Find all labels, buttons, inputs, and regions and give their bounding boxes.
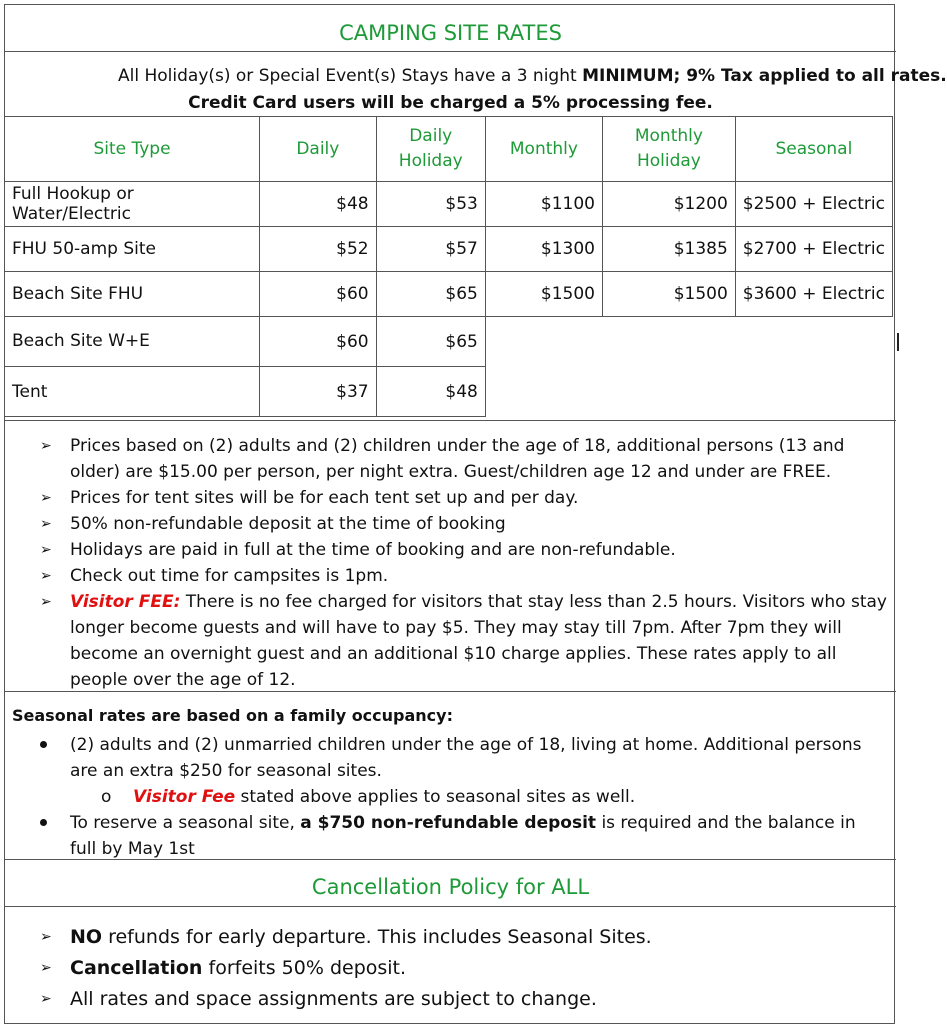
bullet-text-part: To reserve a seasonal site,	[70, 813, 301, 833]
site-type-cell: Full Hookup or Water/Electric	[5, 182, 260, 227]
seasonal-cell: $2500 + Electric	[735, 182, 892, 227]
list-item	[5, 563, 890, 589]
visitor-fee-label: Visitor FEE:	[70, 592, 181, 612]
sub-text: stated above applies to seasonal sites as well.	[235, 787, 636, 807]
monthly-cell: $1100	[485, 182, 602, 227]
list-item	[5, 922, 652, 953]
header-monthly: Monthly	[485, 117, 602, 182]
divider	[5, 420, 896, 421]
circle-bullet-icon: o	[101, 787, 112, 807]
list-item	[5, 485, 890, 511]
note-text: Check out time for campsites is 1pm.	[70, 566, 389, 586]
divider	[5, 691, 896, 692]
arrow-bullet-icon: ➢	[40, 490, 52, 506]
header-monthly-holiday: Monthly Holiday	[603, 117, 736, 182]
arrow-bullet-icon: ➢	[40, 516, 52, 532]
header-site-type: Site Type	[5, 117, 260, 182]
empty-cell	[603, 317, 736, 367]
arrow-bullet-icon: ➢	[40, 438, 52, 454]
table-row	[5, 367, 893, 417]
header-daily: Daily	[260, 117, 377, 182]
site-type-cell: FHU 50-amp Site	[5, 227, 260, 272]
table-row	[5, 317, 893, 367]
arrow-bullet-icon: ➢	[40, 542, 52, 558]
site-type-cell: Beach Site W+E	[5, 317, 260, 367]
arrow-bullet-icon: ➢	[40, 568, 52, 584]
bullet-dot-icon	[40, 741, 47, 748]
list-item	[5, 589, 890, 693]
list-item	[5, 433, 890, 485]
site-type-cell: Beach Site FHU	[5, 272, 260, 317]
bullet-text	[70, 810, 885, 862]
list-item	[5, 953, 652, 984]
monthly-cell: $1300	[485, 227, 602, 272]
divider	[5, 859, 896, 860]
monthly-holiday-cell: $1385	[603, 227, 736, 272]
table-header-row	[5, 117, 893, 182]
seasonal-heading: Seasonal rates are based on a family occupancy:	[12, 706, 453, 725]
note-text: Prices based on (2) adults and (2) children under the age of 18, additional persons (13 and older) are $15.00 per person, per night extra. Guest/children age 12 and under are FREE.	[70, 436, 845, 482]
daily-cell: $60	[260, 272, 377, 317]
notice-bold: MINIMUM; 9% Tax applied to all rates.	[582, 66, 947, 86]
bullet-text: (2) adults and (2) unmarried children under the age of 18, living at home. Additional persons are an extra $250 for seasonal sites.	[70, 735, 862, 781]
bullet-dot-icon	[40, 819, 47, 826]
daily-holiday-cell: $65	[376, 272, 485, 317]
note-text: There is no fee charged for visitors that stay less than 2.5 hours. Visitors who stay longer become guests and will have to pay $5. They may stay till 7pm. After 7pm they will become an overnight guest and an additional $10 charge applies. These rates apply to all people over the age of 12.	[70, 592, 887, 690]
item-text: All rates and space assignments are subject to change.	[70, 988, 597, 1010]
notes-list	[5, 433, 890, 693]
deposit-bold: a $750 non-refundable deposit	[300, 813, 597, 833]
empty-cell	[735, 367, 892, 417]
document-frame	[4, 4, 947, 1024]
cancellation-title: Cancellation Policy for ALL	[311, 875, 590, 899]
daily-cell: $48	[260, 182, 377, 227]
list-item	[5, 537, 890, 563]
seasonal-cell: $3600 + Electric	[735, 272, 892, 317]
arrow-bullet-icon: ➢	[40, 594, 52, 610]
cancellation-list	[5, 922, 652, 1015]
seasonal-cell: $2700 + Electric	[735, 227, 892, 272]
daily-cell: $37	[260, 367, 377, 417]
daily-holiday-cell: $53	[376, 182, 485, 227]
item-bold: NO	[70, 926, 103, 948]
item-text: refunds for early departure. This includes Seasonal Sites.	[102, 926, 652, 948]
notice-text: All Holiday(s) or Special Event(s) Stays have a 3 night	[118, 66, 583, 86]
divider	[5, 906, 896, 907]
arrow-bullet-icon: ➢	[40, 929, 52, 945]
item-bold: Cancellation	[70, 957, 203, 979]
table-row	[5, 272, 893, 317]
note-text: Holidays are paid in full at the time of booking and are non-refundable.	[70, 540, 676, 560]
monthly-holiday-cell: $1500	[603, 272, 736, 317]
site-type-cell: Tent	[5, 367, 260, 417]
notice-line-1	[118, 66, 947, 86]
header-seasonal: Seasonal	[735, 117, 892, 182]
monthly-cell: $1500	[485, 272, 602, 317]
item-text: forfeits 50% deposit.	[202, 957, 407, 979]
empty-cell	[485, 317, 602, 367]
arrow-bullet-icon: ➢	[40, 960, 52, 976]
monthly-holiday-cell: $1200	[603, 182, 736, 227]
daily-holiday-cell: $48	[376, 367, 485, 417]
notice-line-2: Credit Card users will be charged a 5% processing fee.	[188, 93, 713, 113]
daily-holiday-cell: $57	[376, 227, 485, 272]
bullet-text-part: is required and the balance in full by May 1st	[70, 813, 856, 859]
table-row	[5, 182, 893, 227]
divider	[5, 51, 896, 52]
note-text: 50% non-refundable deposit at the time of booking	[70, 514, 506, 534]
arrow-bullet-icon: ➢	[40, 991, 52, 1007]
empty-cell	[603, 367, 736, 417]
rates-table	[4, 116, 893, 417]
seasonal-sub-item	[101, 787, 635, 807]
daily-cell: $52	[260, 227, 377, 272]
visitor-fee-label: Visitor Fee	[133, 787, 236, 807]
daily-holiday-cell: $65	[376, 317, 485, 367]
empty-cell	[735, 317, 892, 367]
table-row	[5, 227, 893, 272]
list-item	[5, 984, 652, 1015]
page-title: CAMPING SITE RATES	[339, 21, 562, 45]
empty-cell	[485, 367, 602, 417]
note-text: Prices for tent sites will be for each tent set up and per day.	[70, 488, 579, 508]
text-cursor	[897, 333, 899, 351]
list-item	[5, 511, 890, 537]
daily-cell: $60	[260, 317, 377, 367]
header-daily-holiday: Daily Holiday	[376, 117, 485, 182]
